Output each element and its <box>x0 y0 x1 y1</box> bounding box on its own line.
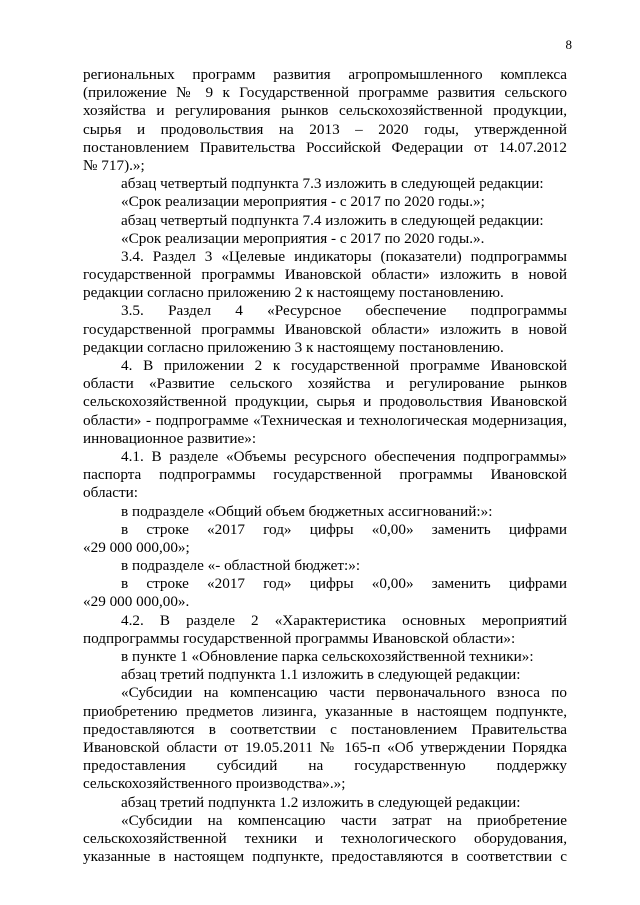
text-line: «Срок реализации мероприятия - с 2017 по 2020 годы.»; <box>121 193 485 211</box>
text-line: подпрограммы государственной программы Ивановской области»: <box>83 629 516 647</box>
text-line: сельскохозяйственного производства».»; <box>83 775 346 793</box>
text-line: региональных программ развития агропромышленного комплекса <box>83 66 567 83</box>
document-body <box>83 66 567 866</box>
text-line: указанные в настоящем подпункте, предоставляются в соответствии с <box>83 848 567 866</box>
text-line: предоставляются в соответствии с постановлением Правительства <box>83 720 567 738</box>
text-line: государственной программы Ивановской области» изложить в новой <box>83 266 567 284</box>
text-line: хозяйства и регулирования рынков сельскохозяйственной продукции, <box>83 102 567 120</box>
text-line: редакции согласно приложению 3 к настоящему постановлению. <box>83 338 504 356</box>
text-line: абзац третий подпункта 1.1 изложить в следующей редакции: <box>121 666 521 684</box>
text-line: области «Развитие сельского хозяйства и регулирование рынков <box>83 375 567 393</box>
text-line: предоставления субсидий на государственную поддержку <box>83 757 567 775</box>
text-line: сельскохозяйственной продукции, сырья и продовольствия Ивановской <box>83 393 567 411</box>
text-line: абзац четвертый подпункта 7.3 изложить в следующей редакции: <box>121 175 544 193</box>
text-line: абзац третий подпункта 1.2 изложить в следующей редакции: <box>121 793 521 811</box>
text-line: «29 000 000,00». <box>83 593 190 611</box>
text-line: 4.2. В разделе 2 «Характеристика основных мероприятий <box>121 611 567 629</box>
text-line: в подразделе «Общий объем бюджетных ассигнований:»: <box>121 502 493 520</box>
text-line: паспорта подпрограммы государственной программы Ивановской <box>83 466 567 484</box>
text-line: сельскохозяйственной техники и технологического оборудования, <box>83 829 567 847</box>
text-line: «Субсидии на компенсацию части первоначального взноса по <box>121 684 567 702</box>
text-line: 4. В приложении 2 к государственной программе Ивановской <box>121 357 567 374</box>
text-line: области» - подпрограмме «Техническая и технологическая модернизация, <box>83 411 567 429</box>
text-line: в строке «2017 год» цифры «0,00» заменить цифрами <box>121 575 567 593</box>
text-line: редакции согласно приложению 2 к настоящему постановлению. <box>83 284 504 302</box>
text-line: области: <box>83 484 138 502</box>
text-line: «Субсидии на компенсацию части затрат на приобретение <box>121 811 567 829</box>
page-number: 8 <box>565 37 572 52</box>
text-line: № 717).»; <box>83 156 145 174</box>
text-line: 3.4. Раздел 3 «Целевые индикаторы (показатели) подпрограммы <box>121 247 567 265</box>
text-line: (приложение № 9 к Государственной программе развития сельского <box>83 84 567 102</box>
text-line: 4.1. В разделе «Объемы ресурсного обеспечения подпрограммы» <box>121 447 567 465</box>
text-line: инновационное развитие»: <box>83 429 257 447</box>
text-line: «29 000 000,00»; <box>83 538 190 556</box>
text-line: Ивановской области от 19.05.2011 № 165-п «Об утверждении Порядка <box>83 738 567 756</box>
text-line: сырья и продовольствия на 2013 – 2020 годы, утвержденной <box>83 120 567 138</box>
text-line: приобретению предметов лизинга, указанные в настоящем подпункте, <box>83 702 567 720</box>
text-line: постановлением Правительства Российской Федерации от 14.07.2012 <box>83 138 567 156</box>
text-line: государственной программы Ивановской области» изложить в новой <box>83 320 567 338</box>
text-line: «Срок реализации мероприятия - с 2017 по 2020 годы.». <box>121 229 485 247</box>
text-line: в пункте 1 «Обновление парка сельскохозяйственной техники»: <box>121 648 534 665</box>
text-line: в подразделе «- областной бюджет:»: <box>121 557 361 575</box>
text-line: абзац четвертый подпункта 7.4 изложить в следующей редакции: <box>121 211 544 229</box>
text-line: 3.5. Раздел 4 «Ресурсное обеспечение подпрограммы <box>121 302 567 320</box>
text-line: в строке «2017 год» цифры «0,00» заменить цифрами <box>121 520 567 538</box>
